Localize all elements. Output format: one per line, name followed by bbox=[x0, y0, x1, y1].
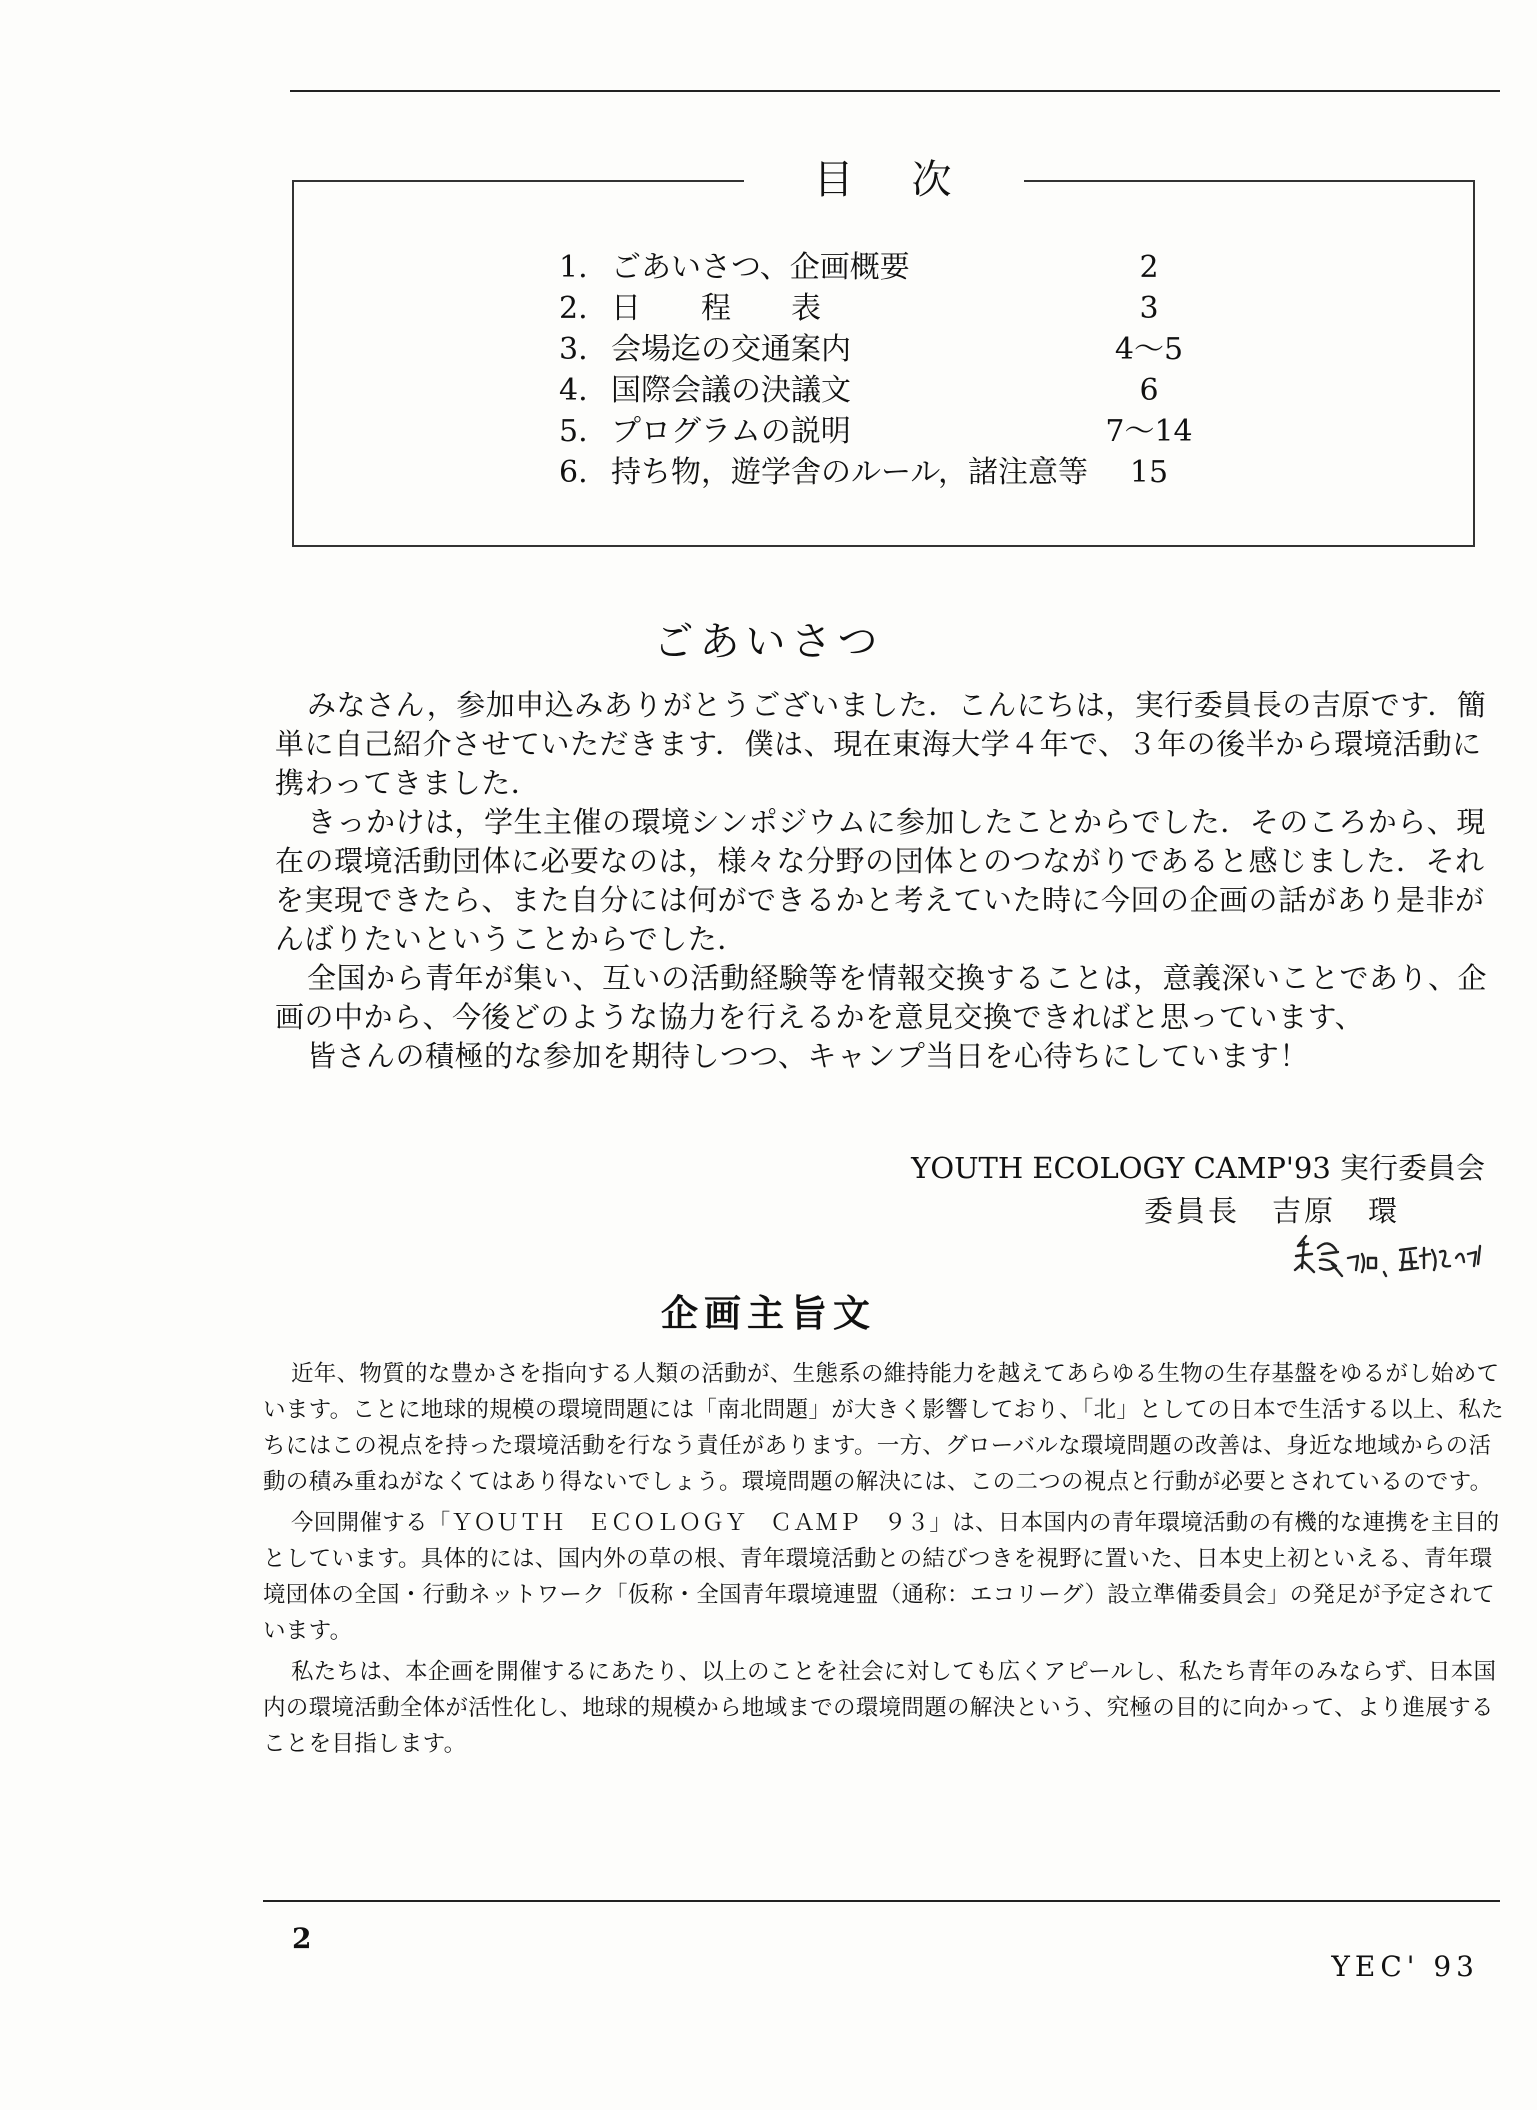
toc-item bbox=[559, 329, 1279, 370]
toc-item bbox=[559, 452, 1279, 493]
toc-item-label: 日 程 表 bbox=[611, 291, 821, 326]
toc-list bbox=[559, 247, 1279, 493]
toc-item-page: 2 bbox=[1139, 250, 1159, 285]
toc-item-number: 3. bbox=[559, 332, 588, 367]
purpose-paragraph: 私たちは、本企画を開催するにあたり、以上のことを社会に対しても広くアピールし、私たち青年のみならず、日本国内の環境活動全体が活性化し、地球的規模から地域までの環境問題の解決という、究極の目的に向かって、より進展することを目指します。 bbox=[263, 1659, 1497, 1757]
toc-item-number: 1. bbox=[559, 250, 588, 285]
toc-item-label: 国際会議の決議文 bbox=[611, 373, 851, 408]
signature-org: YOUTH ECOLOGY CAMP'93 実行委員会 bbox=[911, 1151, 1485, 1185]
table-of-contents bbox=[292, 157, 1475, 547]
toc-item bbox=[559, 370, 1279, 411]
toc-item-page: 7〜14 bbox=[1105, 414, 1193, 449]
bottom-rule bbox=[263, 1900, 1500, 1902]
greeting-heading: ごあいさつ bbox=[653, 619, 884, 665]
toc-item-page: 3 bbox=[1139, 291, 1159, 326]
toc-item-label: 会場迄の交通案内 bbox=[611, 332, 851, 367]
purpose-heading: 企画主旨文 bbox=[661, 1291, 876, 1335]
greeting-body bbox=[275, 686, 1497, 1076]
toc-item-page: 6 bbox=[1139, 373, 1159, 408]
toc-item-label: 持ち物，遊学舎のルール，諸注意等 bbox=[611, 455, 1088, 490]
greeting-paragraph: 皆さんの積極的な参加を期待しつつ、キャンプ当日を心待ちにしています！ bbox=[307, 1039, 1309, 1073]
signature bbox=[911, 1147, 1485, 1233]
purpose-paragraph: 今回開催する「ＹＯＵＴＨ ＥＣＯＬＯＧＹ ＣＡＭＰ ９３」は、日本国内の青年環境活動の有機的な連携を主目的としています。具体的には、国内外の草の根、青年環境活動との結びつきを視野に置いた、日本史上初といえる、青年環境団体の全国・行動ネットワーク「仮称・全国青年環境連盟（通称：エコリーグ）設立準備委員会」の発足が予定されています。 bbox=[263, 1510, 1500, 1644]
greeting-paragraph: きっかけは，学生主催の環境シンポジウムに参加したことからでした．そのころから、現在の環境活動団体に必要なのは，様々な分野の団体とのつながりであると感じました．それを実現できたら、また自分には何ができるかと考えていた時に今回の企画の話があり是非がんばりたいということからでした． bbox=[275, 805, 1486, 956]
signature-chair: 委員長 吉原 環 bbox=[1143, 1194, 1400, 1228]
top-rule bbox=[290, 90, 1500, 92]
greeting-paragraph: 全国から青年が集い、互いの活動経験等を情報交換することは，意義深いことであり、企画の中から、今後どのような協力を行えるかを意見交換できればと思っています、 bbox=[275, 961, 1488, 1034]
toc-item-number: 2. bbox=[559, 291, 588, 326]
toc-item-number: 5. bbox=[559, 414, 588, 449]
page-number: 2 bbox=[292, 1922, 312, 1955]
toc-title: 目次 bbox=[294, 156, 1473, 204]
toc-item-label: プログラムの説明 bbox=[611, 414, 851, 449]
toc-item bbox=[559, 288, 1279, 329]
toc-item bbox=[559, 247, 1279, 288]
toc-item-page: 4〜5 bbox=[1114, 332, 1184, 367]
toc-item bbox=[559, 411, 1279, 452]
toc-item-label: ごあいさつ、企画概要 bbox=[611, 250, 910, 285]
purpose-body bbox=[263, 1356, 1508, 1767]
toc-item-number: 4. bbox=[559, 373, 588, 408]
footer-code: YEC' 93 bbox=[1331, 1950, 1479, 1983]
toc-item-number: 6. bbox=[559, 455, 588, 490]
toc-item-page: 15 bbox=[1129, 455, 1169, 490]
purpose-paragraph: 近年、物質的な豊かさを指向する人類の活動が、生態系の維持能力を越えてあらゆる生物の生存基盤をゆるがし始めています。ことに地球的規模の環境問題には「南北問題」が大きく影響しており、「北」としての日本で生活する以上、私たちにはこの視点を持った環境活動を行なう責任があります。一方、グローバルな環境問題の改善は、身近な地域からの活動の積み重ねがなくてはあり得ないでしょう。環境問題の解決には、この二つの視点と行動が必要とされているのです。 bbox=[263, 1361, 1504, 1495]
greeting-paragraph: みなさん，参加申込みありがとうございました．こんにちは，実行委員長の吉原です．簡単に自己紹介させていただきます．僕は、現在東海大学４年で、３年の後半から環境活動に携わってきました． bbox=[275, 688, 1487, 800]
